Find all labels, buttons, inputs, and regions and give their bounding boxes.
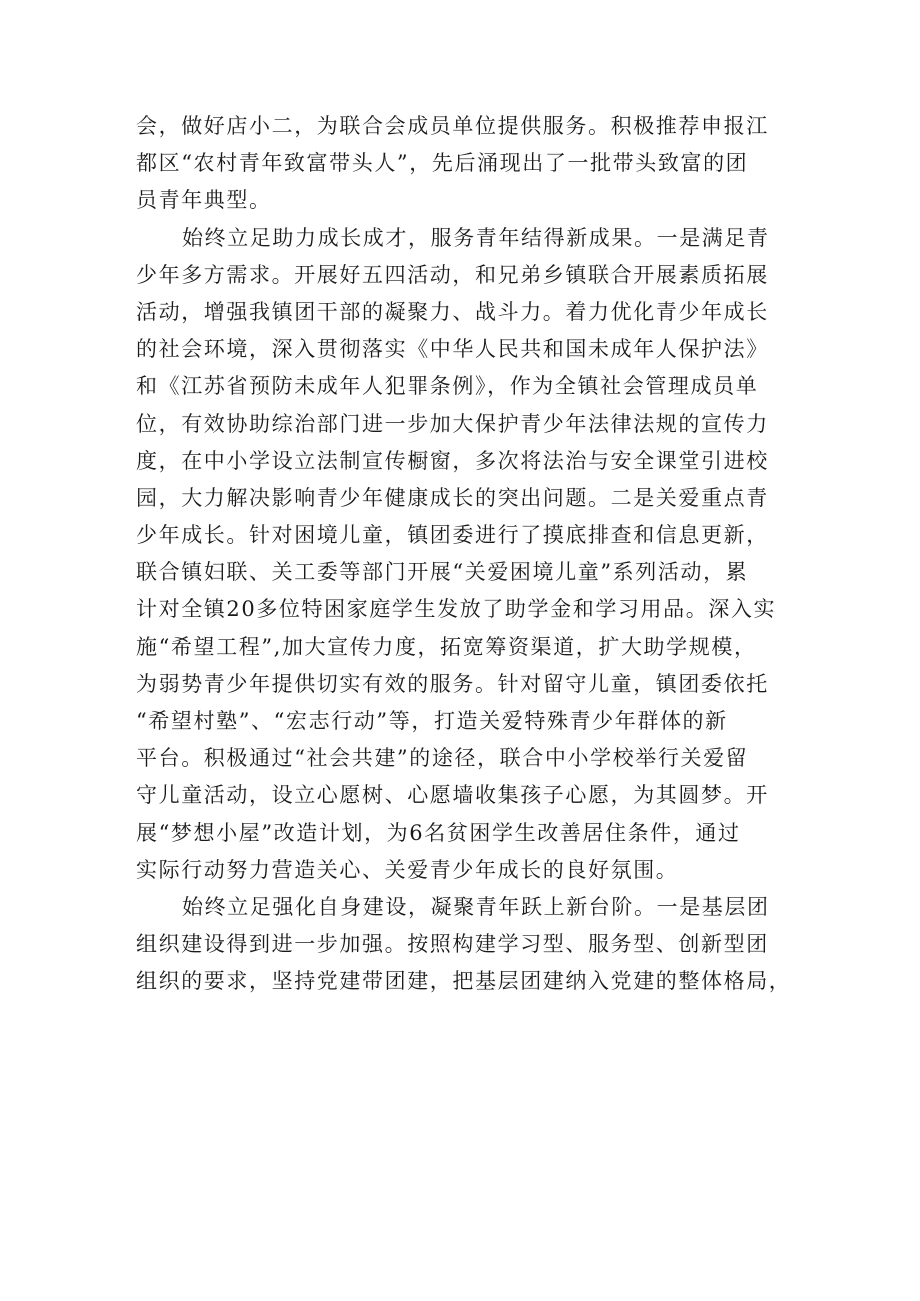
text-line: 为弱势青少年提供切实有效的服务。针对留守儿童，镇团委依托 (136, 671, 769, 696)
paragraph (136, 108, 796, 220)
paragraph (136, 889, 796, 1001)
text-line: 度，在中小学设立法制宣传橱窗，多次将法治与安全课堂引进校 (136, 448, 769, 473)
text-line: 和《江苏省预防未成年人犯罪条例》，作为全镇社会管理成员单 (136, 374, 759, 399)
text-line: 园，大力解决影响青少年健康成长的突出问题。二是关爱重点青 (136, 485, 769, 510)
text-line: 实际行动努力营造关心、关爱青少年成长的良好氛围。 (136, 857, 679, 882)
text-line: 位，有效协助综治部门进一步加大保护青少年法律法规的宣传力 (136, 411, 769, 436)
text-line: 施“希望工程”,加大宣传力度，拓宽筹资渠道，扩大助学规模， (136, 634, 757, 659)
text-line: 守儿童活动，设立心愿树、心愿墙收集孩子心愿，为其圆梦。开 (136, 783, 769, 808)
text-line: 平台。积极通过“社会共建”的途径，联合中小学校举行关爱留 (136, 746, 749, 771)
text-line: 都区“农村青年致富带头人”，先后涌现出了一批带头致富的团 (136, 151, 749, 176)
text-line: “希望村塾”、“宏志行动”等，打造关爱特殊青少年群体的新 (136, 709, 728, 733)
text-line: 计对全镇20多位特困家庭学生发放了助学金和学习用品。深入实 (136, 597, 777, 622)
text-line: 少年成长。针对困境儿童，镇团委进行了摸底排查和信息更新， (136, 523, 769, 548)
text-line: 展“梦想小屋”改造计划，为6名贫困学生改善居住条件，通过 (136, 820, 741, 845)
text-line: 始终立足助力成长成才，服务青年结得新成果。一是满足青 (182, 225, 770, 250)
document-body (136, 108, 796, 1001)
text-line: 会，做好店小二，为联合会成员单位提供服务。积极推荐申报江 (136, 114, 769, 138)
text-line: 的社会环境，深入贯彻落实《中华人民共和国未成年人保护法》 (136, 337, 769, 362)
text-line: 少年多方需求。开展好五四活动，和兄弟乡镇联合开展素质拓展 (136, 262, 769, 287)
text-line: 活动，增强我镇团干部的凝聚力、战斗力。着力优化青少年成长 (136, 299, 769, 324)
text-line: 始终立足强化自身建设，凝聚青年跃上新台阶。一是基层团 (182, 894, 770, 919)
text-line: 组织建设得到进一步加强。按照构建学习型、服务型、创新型团 (136, 932, 769, 957)
text-line: 组织的要求，坚持党建带团建，把基层团建纳入党建的整体格局， (136, 969, 792, 994)
text-line: 员青年典型。 (136, 188, 272, 213)
paragraph (136, 220, 796, 889)
text-line: 联合镇妇联、关工委等部门开展“关爱困境儿童”系列活动，累 (136, 560, 749, 585)
